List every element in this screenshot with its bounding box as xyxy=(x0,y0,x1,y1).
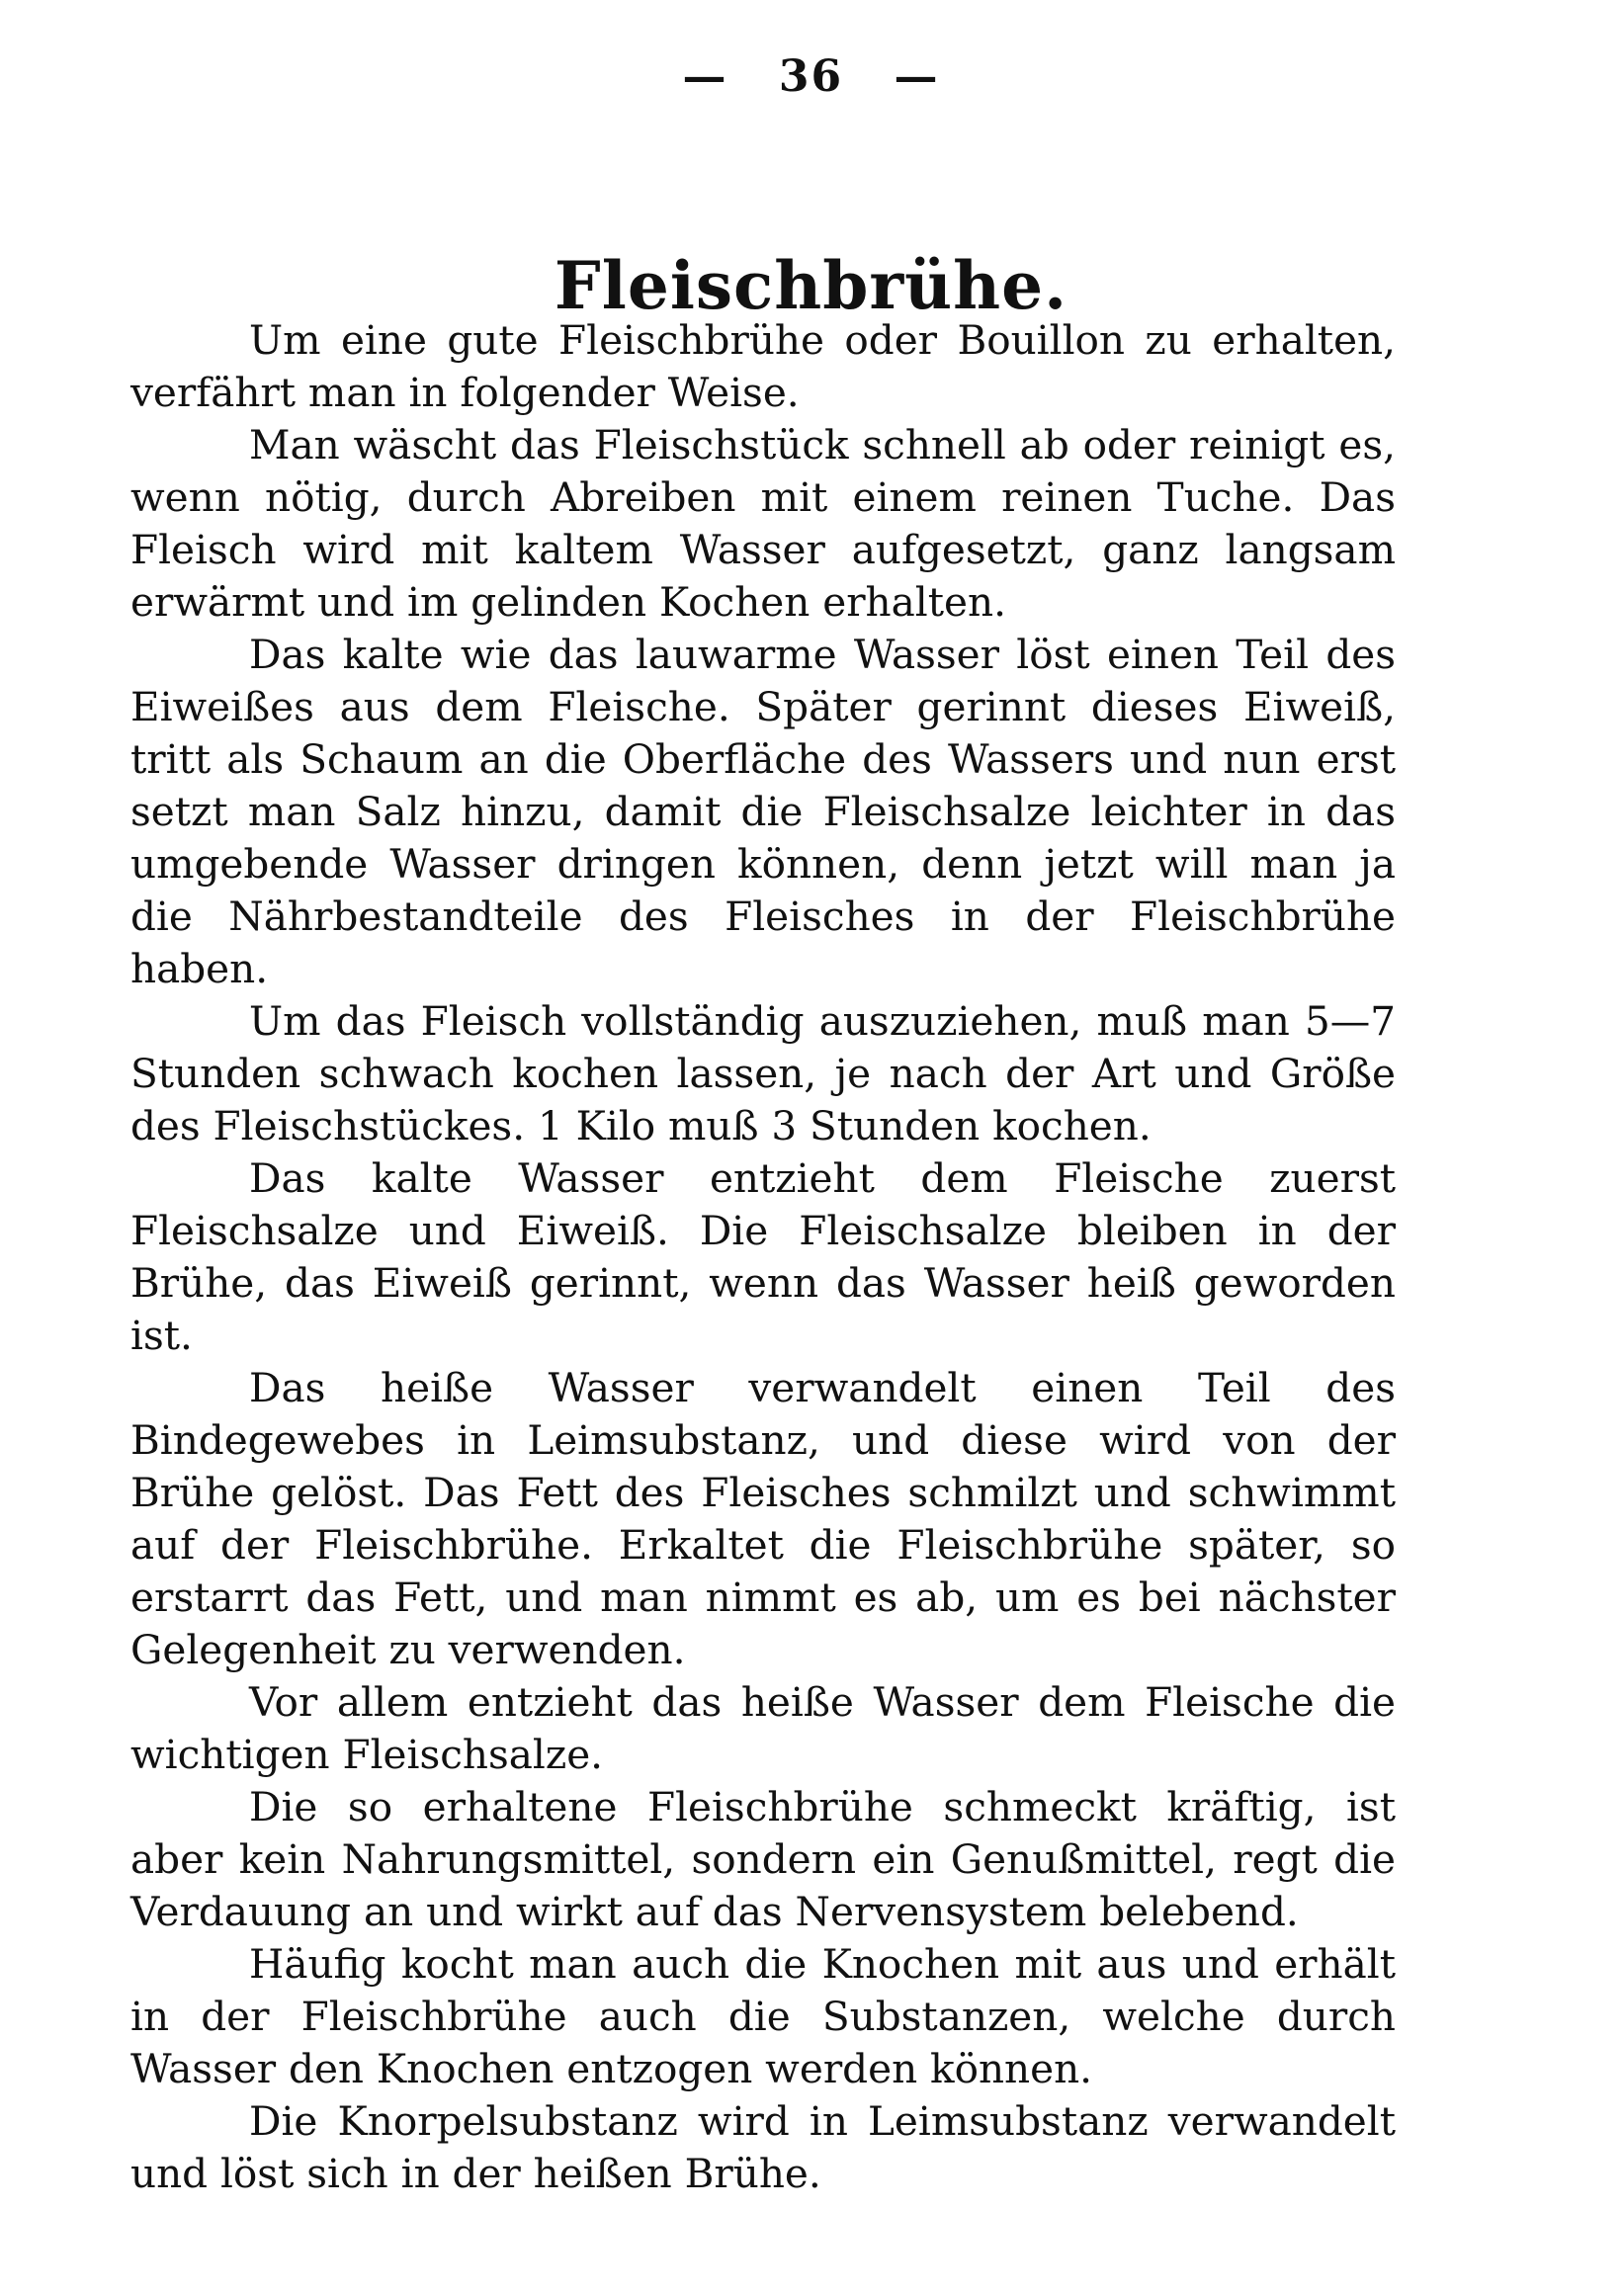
paragraph-8: Die so erhaltene Fleischbrühe schmeckt kräftig, ist aber kein Nahrungsmittel, sondern ein Genußmittel, regt die Verdauung an und wirkt auf das Nervensystem belebend. xyxy=(130,1783,1396,1935)
paragraph-3: Das kalte wie das lauwarme Wasser löst einen Teil des Eiweißes aus dem Fleische. Später gerinnt dieses Eiweiß, tritt als Schaum an die Oberfläche des Wassers und nun erst setzt man Salz hinzu, damit die Fleischsalze leichter in das umgebende Wasser dringen können, denn jetzt will man ja die Nährbestandteile des Fleisches in der Fleischbrühe haben. xyxy=(130,631,1396,992)
paragraph-9: Häufig kocht man auch die Knochen mit aus und erhält in der Fleischbrühe auch die Substanzen, welche durch Wasser den Knochen entzogen werden können. xyxy=(130,1940,1396,2092)
paragraph-4: Um das Fleisch vollständig auszuziehen, muß man 5—7 Stunden schwach kochen lassen, je nach der Art und Größe des Fleischstückes. 1 Kilo muß 3 Stunden kochen. xyxy=(130,997,1396,1149)
paragraph-6: Das heiße Wasser verwandelt einen Teil des Bindegewebes in Leimsubstanz, und diese wird von der Brühe gelöst. Das Fett des Fleisches schmilzt und schwimmt auf der Fleischbrühe. Erkaltet die Fleischbrühe später, so erstarrt das Fett, und man nimmt es ab, um es bei nächster Gelegenheit zu verwenden. xyxy=(130,1364,1396,1673)
paragraph-1: Um eine gute Fleischbrühe oder Bouillon zu erhalten, verfährt man in folgender Weise. xyxy=(130,316,1396,416)
paragraph-7: Vor allem entzieht das heiße Wasser dem Fleische die wichtigen Fleischsalze. xyxy=(130,1678,1396,1778)
page-title: Fleischbrühe. xyxy=(554,247,1068,325)
page-number: 36 xyxy=(778,51,844,102)
paragraph-2: Man wäscht das Fleischstück schnell ab oder reinigt es, wenn nötig, durch Abreiben mit einem reinen Tuche. Das Fleisch wird mit kaltem Wasser aufgesetzt, ganz langsam erwärmt und im gelinden Kochen erhalten. xyxy=(130,421,1396,626)
paragraph-5: Das kalte Wasser entzieht dem Fleische zuerst Fleischsalze und Eiweiß. Die Fleischsalze bleiben in der Brühe, das Eiweiß gerinnt, wenn das Wasser heiß geworden ist. xyxy=(130,1154,1396,1359)
page-number-header xyxy=(0,51,1622,102)
page-number-dash-left: — xyxy=(682,51,728,102)
paragraph-10: Die Knorpelsubstanz wird in Leimsubstanz verwandelt und löst sich in der heißen Brühe. xyxy=(130,2097,1396,2197)
page-number-dash-right: — xyxy=(894,51,940,102)
body-text xyxy=(130,314,1396,2200)
